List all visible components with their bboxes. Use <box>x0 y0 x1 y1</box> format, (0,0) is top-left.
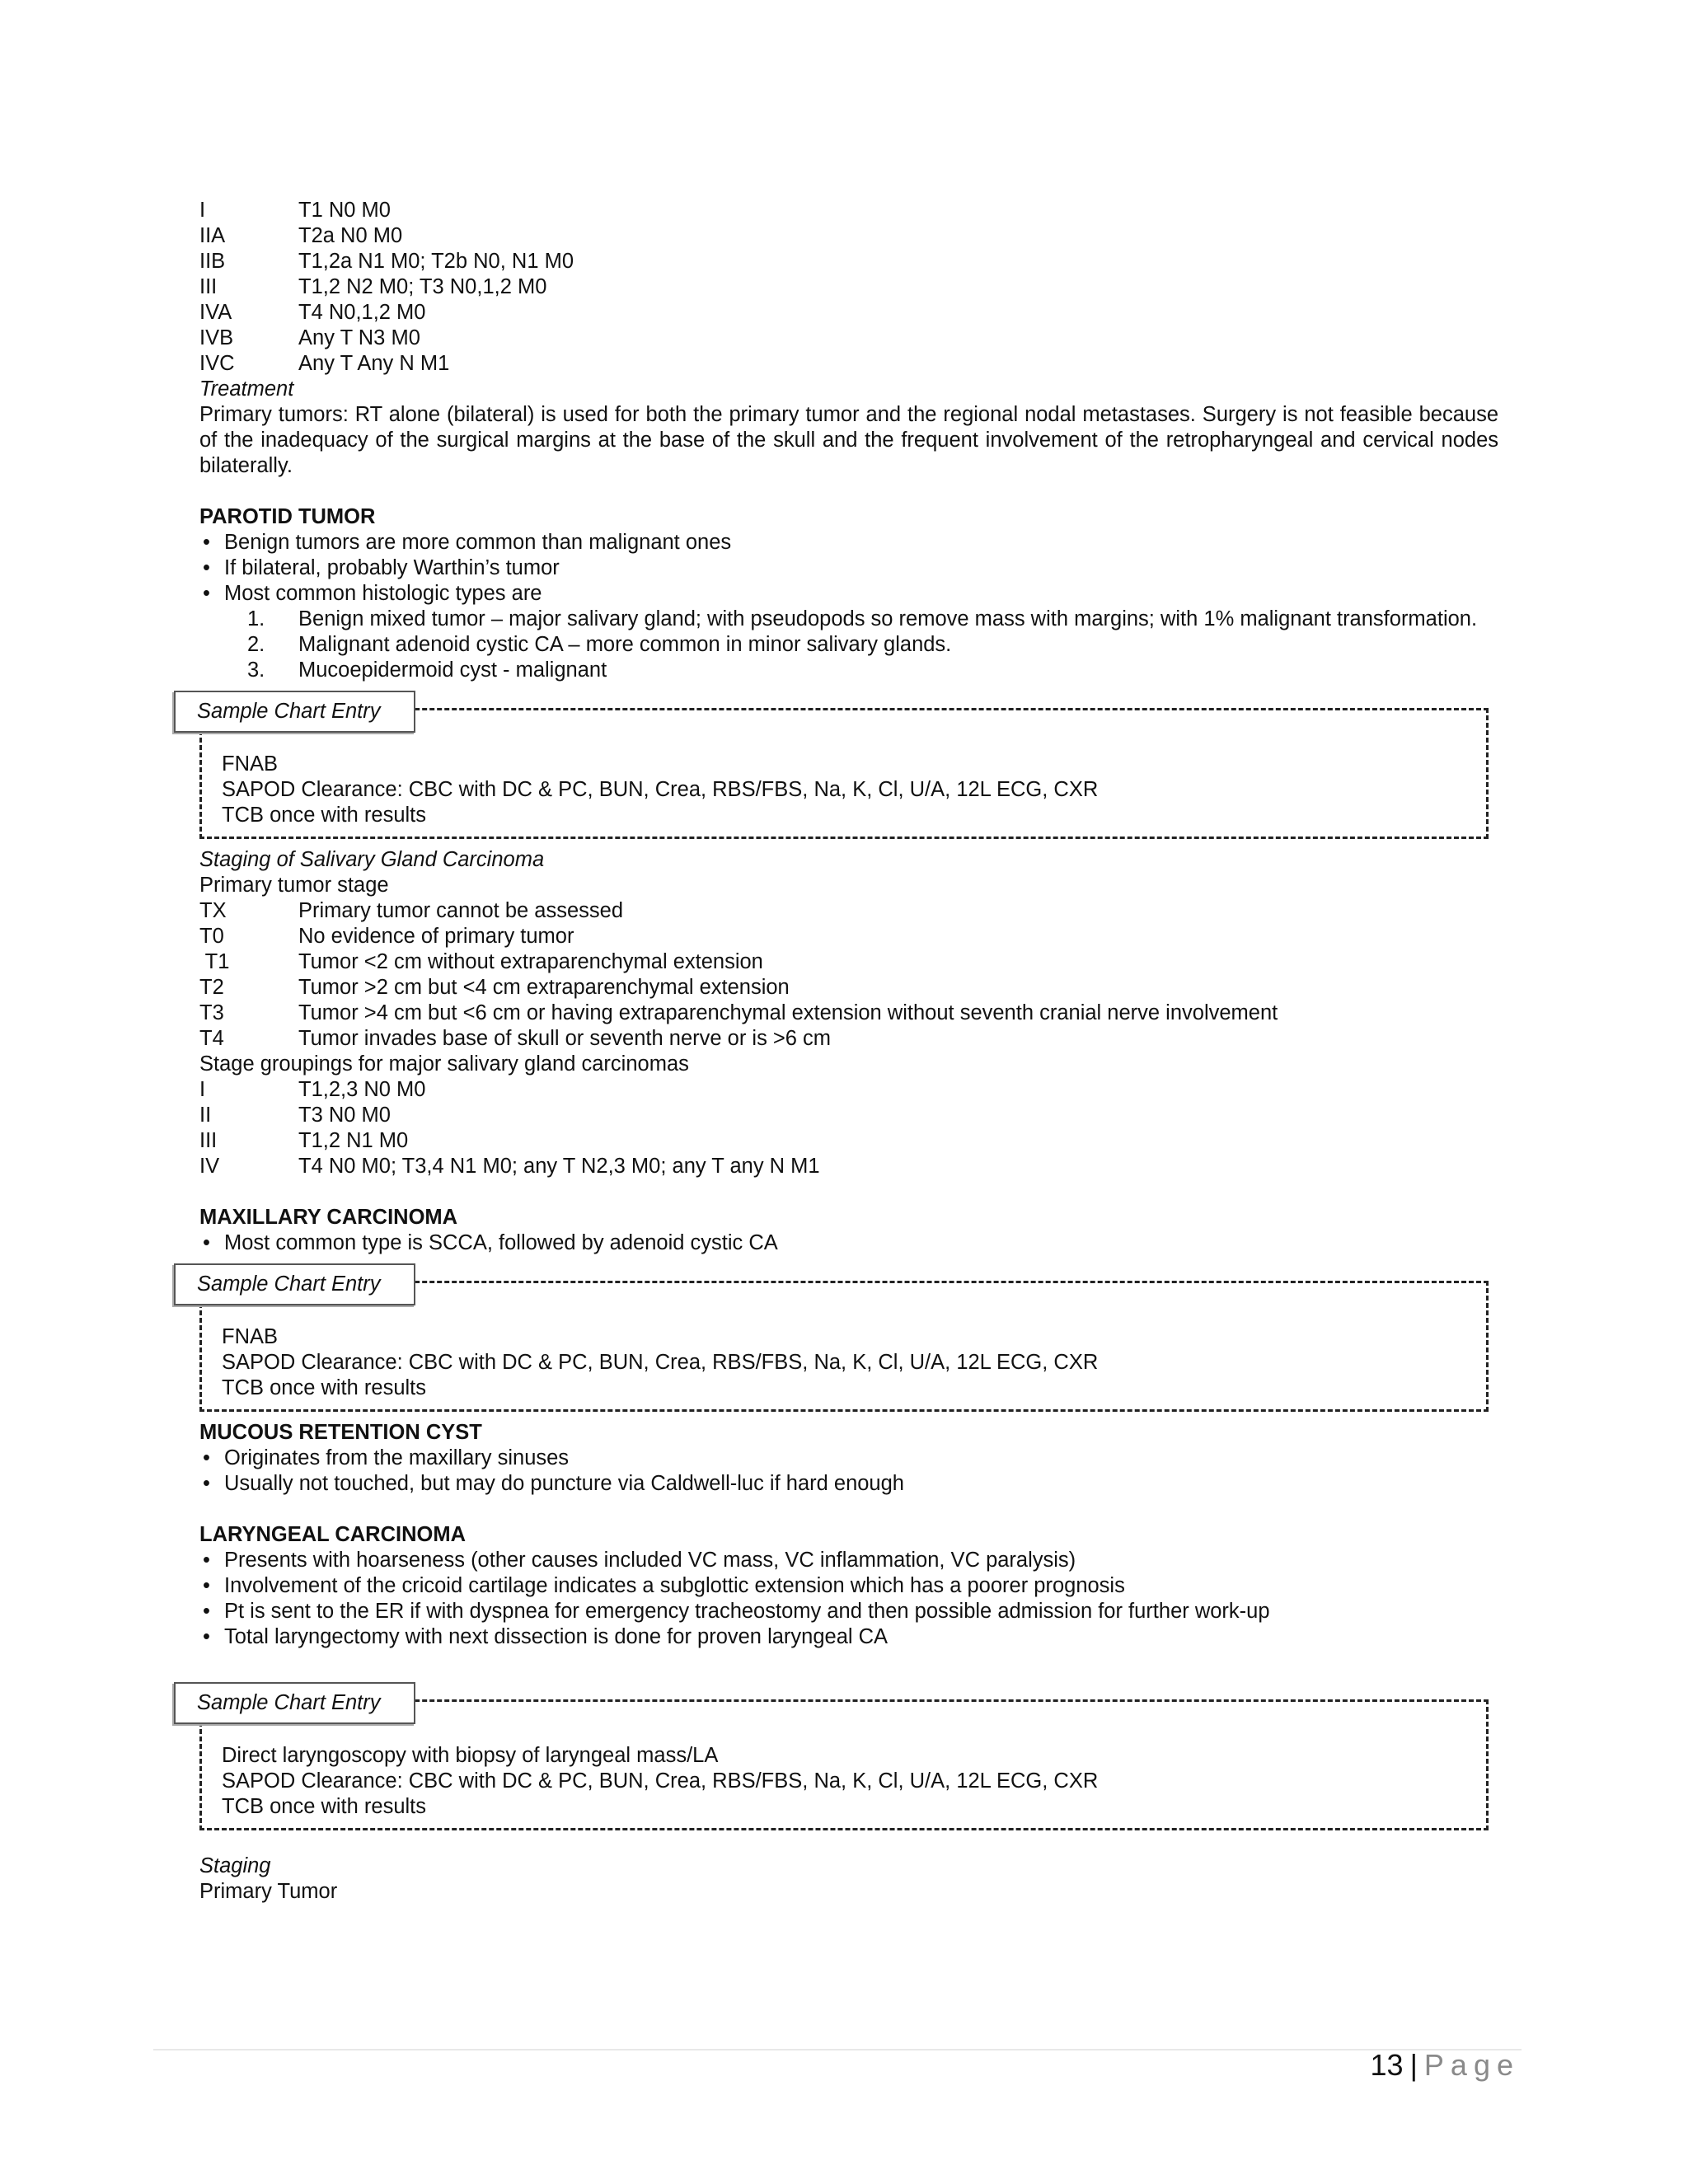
treatment-heading: Treatment <box>199 377 294 401</box>
list-item: • Benign tumors are more common than malignant ones <box>199 530 1498 555</box>
stage-groupings-label: Stage groupings for major salivary gland carcinomas <box>199 1052 689 1076</box>
list-item: 1. Benign mixed tumor – major salivary gland; with pseudopods so remove mass with margins; with 1% malignant transformation. <box>247 607 1478 630</box>
laryngeal-heading: LARYNGEAL CARCINOMA <box>199 1523 466 1546</box>
sample-chart-entry-box <box>197 700 1489 839</box>
list-item: • Most common histologic types are <box>199 581 1498 607</box>
stage-row: T0 No evidence of primary tumor <box>199 925 574 948</box>
stage-row: IIB T1,2a N1 M0; T2b N0, N1 M0 <box>199 250 574 273</box>
chart-line: FNAB <box>222 752 279 776</box>
parotid-numbered-list <box>199 607 1498 683</box>
sample-chart-entry-tab: Sample Chart Entry <box>174 691 415 733</box>
chart-line: TCB once with results <box>222 1795 427 1818</box>
sample-chart-entry-box <box>197 1272 1489 1412</box>
stage-row: IV T4 N0 M0; T3,4 N1 M0; any T N2,3 M0; any T any N M1 <box>199 1155 820 1178</box>
stage-group-table <box>199 198 1498 377</box>
document-body <box>199 198 1498 1905</box>
page-footer <box>1371 2042 1520 2088</box>
list-item: • Pt is sent to the ER if with dyspnea for emergency tracheostomy and then possible admission for further work-up <box>199 1599 1498 1624</box>
stage-row: II T3 N0 M0 <box>199 1104 391 1127</box>
list-item: • Total laryngectomy with next dissection is done for proven laryngeal CA <box>199 1624 1498 1650</box>
list-item: • Usually not touched, but may do puncture via Caldwell-luc if hard enough <box>199 1471 1498 1497</box>
chart-line: FNAB <box>222 1325 279 1348</box>
list-item: • Involvement of the cricoid cartilage indicates a subglottic extension which has a poorer prognosis <box>199 1573 1498 1599</box>
primary-tumor-stage-label: Primary tumor stage <box>199 874 389 897</box>
chart-line: TCB once with results <box>222 1376 427 1399</box>
parotid-bullet-list <box>199 530 1498 607</box>
chart-line: SAPOD Clearance: CBC with DC & PC, BUN, Crea, RBS/FBS, Na, K, Cl, U/A, 12L ECG, CXR <box>222 1769 1099 1793</box>
list-item: 3. Mucoepidermoid cyst - malignant <box>247 658 607 682</box>
footer-divider <box>153 2049 1522 2050</box>
page-number: 13 <box>1370 2048 1404 2082</box>
list-item: • If bilateral, probably Warthin’s tumor <box>199 555 1498 581</box>
salivary-staging-heading: Staging of Salivary Gland Carcinoma <box>199 848 545 871</box>
chart-line: Direct laryngoscopy with biopsy of laryngeal mass/LA <box>222 1744 719 1767</box>
list-item: • Presents with hoarseness (other causes included VC mass, VC inflammation, VC paralysis) <box>199 1548 1498 1573</box>
list-item: • Originates from the maxillary sinuses <box>199 1446 1498 1471</box>
maxillary-bullet-list <box>199 1230 1498 1256</box>
footer-separator: | <box>1409 2048 1418 2082</box>
maxillary-heading: MAXILLARY CARCINOMA <box>199 1206 458 1229</box>
primary-tumor-label: Primary Tumor <box>199 1880 338 1903</box>
laryngeal-bullet-list <box>199 1548 1498 1650</box>
mucous-bullet-list <box>199 1446 1498 1497</box>
stage-row: IVC Any T Any N M1 <box>199 352 450 375</box>
primary-tumor-stage-table <box>199 898 1498 1052</box>
stage-row: III T1,2 N2 M0; T3 N0,1,2 M0 <box>199 275 547 298</box>
mucous-heading: MUCOUS RETENTION CYST <box>199 1421 482 1444</box>
stage-row: III T1,2 N1 M0 <box>199 1129 409 1152</box>
stage-row: IVA T4 N0,1,2 M0 <box>199 301 426 324</box>
chart-line: SAPOD Clearance: CBC with DC & PC, BUN, Crea, RBS/FBS, Na, K, Cl, U/A, 12L ECG, CXR <box>222 778 1099 801</box>
stage-row: IVB Any T N3 M0 <box>199 326 420 349</box>
stage-row: IIA T2a N0 M0 <box>199 224 403 247</box>
list-item: 2. Malignant adenoid cystic CA – more common in minor salivary glands. <box>247 633 952 656</box>
sample-chart-entry-tab: Sample Chart Entry <box>174 1263 415 1305</box>
chart-line: TCB once with results <box>222 804 427 827</box>
stage-row: I T1 N0 M0 <box>199 199 391 222</box>
sample-chart-entry-box <box>197 1691 1489 1830</box>
stage-row: T2 Tumor >2 cm but <4 cm extraparenchymal extension <box>199 976 790 999</box>
stage-row: I T1,2,3 N0 M0 <box>199 1078 426 1101</box>
stage-row: T4 Tumor invades base of skull or seventh nerve or is >6 cm <box>199 1027 832 1050</box>
laryngeal-staging-heading: Staging <box>199 1854 271 1877</box>
stage-row: T1 Tumor <2 cm without extraparenchymal extension <box>199 950 763 973</box>
stage-groupings-table <box>199 1077 1498 1179</box>
treatment-paragraph: Primary tumors: RT alone (bilateral) is used for both the primary tumor and the regional nodal metastases. Surgery is not feasible because of the inadequacy of the surgical margins at the base of the skull and the frequent involvement of the retropharyngeal and cervical nodes bilaterally. <box>199 403 1498 477</box>
list-item: • Most common type is SCCA, followed by adenoid cystic CA <box>199 1230 1498 1256</box>
chart-line: SAPOD Clearance: CBC with DC & PC, BUN, Crea, RBS/FBS, Na, K, Cl, U/A, 12L ECG, CXR <box>222 1351 1099 1374</box>
parotid-heading: PAROTID TUMOR <box>199 505 376 528</box>
stage-row: TX Primary tumor cannot be assessed <box>199 899 624 922</box>
sample-chart-entry-tab: Sample Chart Entry <box>174 1682 415 1724</box>
stage-row: T3 Tumor >4 cm but <6 cm or having extraparenchymal extension without seventh cranial nerve involvement <box>199 1001 1278 1024</box>
page-word: Page <box>1423 2048 1520 2082</box>
